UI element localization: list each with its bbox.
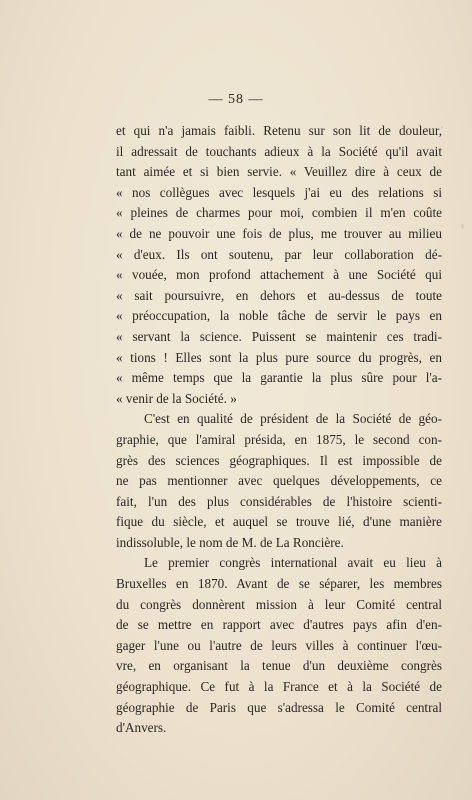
text-line: « servant la science. Puissent se maintenir ces tradi- — [116, 328, 442, 344]
text-line: « tions ! Elles sont la plus pure source du progrès, en — [116, 349, 442, 365]
text-line: tant aimée et si bien servie. « Veuillez dire à ceux de — [116, 164, 442, 180]
text-line: Bruxelles en 1870. Avant de se séparer, les membres — [116, 576, 442, 592]
text-line: il adressait de touchants adieux à la Société qu'il avait — [116, 143, 442, 159]
text-line: vre, en organisant la tenue d'un deuxième congrès — [116, 658, 442, 674]
text-line: « préoccupation, la noble tâche de servir le pays en — [116, 308, 442, 324]
text-line: d'Anvers. — [116, 720, 167, 736]
text-line: « venir de la Société. » — [116, 390, 237, 406]
text-line: « même temps que la garantie la plus sûre pour l'a- — [116, 370, 442, 386]
text-line: « nos collègues avec lesquels j'ai eu des relations si — [116, 184, 442, 200]
text-line: « pleines de charmes pour moi, combien il m'en coûte — [116, 205, 442, 221]
body-text — [116, 121, 442, 739]
text-line: graphie, que l'amiral présida, en 1875, le second con- — [116, 431, 442, 447]
text-line: grès des sciences géographiques. Il est impossible de — [116, 452, 442, 468]
text-line: géographique. Ce fut à la France et à la Société de — [116, 679, 442, 695]
text-line: et qui n'a jamais faibli. Retenu sur son lit de douleur, — [116, 123, 442, 138]
text-line: ne pas mentionner avec quelques développements, ce — [116, 473, 442, 489]
text-line: « de ne pouvoir une fois de plus, me trouver au milieu — [116, 225, 442, 241]
text-line: indissoluble, le nom de M. de La Roncière. — [116, 534, 344, 550]
text-line: « sait poursuivre, en dehors et au-dessus de toute — [116, 287, 442, 303]
text-line: « vouée, mon profond attachement à une Société qui — [116, 267, 442, 283]
text-line: fait, l'un des plus considérables de l'histoire scienti- — [116, 493, 442, 509]
text-line: du congrès donnèrent mission à leur Comité central — [116, 596, 442, 612]
text-line: géographie de Paris que s'adressa le Comité central — [116, 699, 442, 715]
page-number: — 58 — — [208, 92, 264, 107]
text-line: C'est en qualité de président de la Société de géo- — [144, 411, 442, 427]
text-line: fique du siècle, et auquel se trouve lié, d'une manière — [116, 514, 442, 530]
text-line: de se mettre en rapport avec d'autres pays afin d'en- — [116, 617, 442, 633]
text-line: « d'eux. Ils ont soutenu, par leur collaboration dé- — [116, 246, 442, 262]
paper-spot — [461, 224, 464, 229]
text-line: Le premier congrès international avait eu lieu à — [144, 555, 442, 571]
text-line: gager l'une ou l'autre de leurs villes à continuer l'œu- — [116, 637, 442, 653]
